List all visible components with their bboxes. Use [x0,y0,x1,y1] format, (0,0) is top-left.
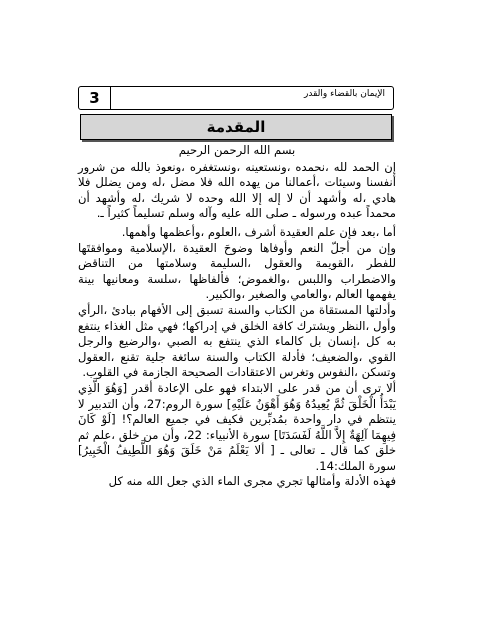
paragraph-aqeedah: أما ،بعد فإن علم العقيدة أشرف ،العلوم ،وأعظمها وأهمها. [121,224,396,239]
page-number: 3 [89,89,100,107]
paragraph-opening: إن الحمد لله ،نحمده ،ونستعينه ،ونستغفره ،ونعوذ بالله من شرور أنفسنا وسيئات ،أعمالنا من يهده الله فلا مضل ،له ومن يضلل فلا هادي ،له وأشهد أن لا إله إلا الله وحده لا شريك ،له وأشهد أن محمداً عبده ورسوله ـ صلى الله عليه وآله وسلم تسليماً كثيراً ـ. [78,159,396,221]
running-title: الإيمان بالقضاء والقدر [304,89,385,99]
header-divider [110,87,111,109]
paragraph-quran-examples: ألا ترى أن من قدر على الابتداء فهو على الإعادة أقدر [وَهُوَ الَّذِي يَبْدَأُ الْخَلْقَ ثُمَّ يُعِيدُهُ وَهُوَ أَهْوَنُ عَلَيْهِ] سورة الروم:27، وأن التدبير لا ينتظم في دار واحدة بمُدبِّرين فكيف في جميع العالم؟! [لَوْ كَانَ فِيهِمَا آلِهَةٌ إِلاَّ اللَّهُ لَفَسَدَتَا] سورة الأنبياء: 22، وأن من خلق ،علم ثم خلق كما قال ـ تعالى ـ [ ألا يَعْلَمُ مَنْ خَلَقَ وَهُوَ اللَّطِيفُ الْخَبِيرُ] سورة الملك:14. [78,380,396,473]
section-title: المقدمة [80,114,392,140]
paragraph-evidence: وأدلتها المستقاة من الكتاب والسنة تسبق إلى الأفهام ببادئ ،الرأي وأول ،النظر ويشترك كافة الخلق في إدراكها؛ فهي مثل الغذاء ينتفع به كل ،إنسان بل كالماء الذي ينتفع به الصبي ،والرضيع والرجل القوي ،والضعيف؛ فأدلة الكتاب والسنة سائغة جلية تقنع ،العقول وتسكن ،النفوس وتغرس الاعتقادات الصحيحة الجازمة في القلوب. [78,302,396,380]
basmala: بسم الله الرحمن الرحيم [178,143,296,157]
running-header [78,86,394,110]
body-text [78,143,396,490]
paragraph-blessings: وإن من أجلّ النعم وأوفاها وضوحَ العقيدة ،الإسلامية وموافقتَها للفطر ،القويمة والعقول ،السليمة وسلامتها من التناقض والاضطراب واللبس ،والغموض؛ فألفاظها ،سلسة ومعانيها بينة يفهمها العالم ،والعامي والصغير ،والكبير. [78,240,396,302]
paragraph-closing: فهذه الأدلة وأمثالها تجري مجرى الماء الذي جعل الله منه كل [108,474,396,489]
